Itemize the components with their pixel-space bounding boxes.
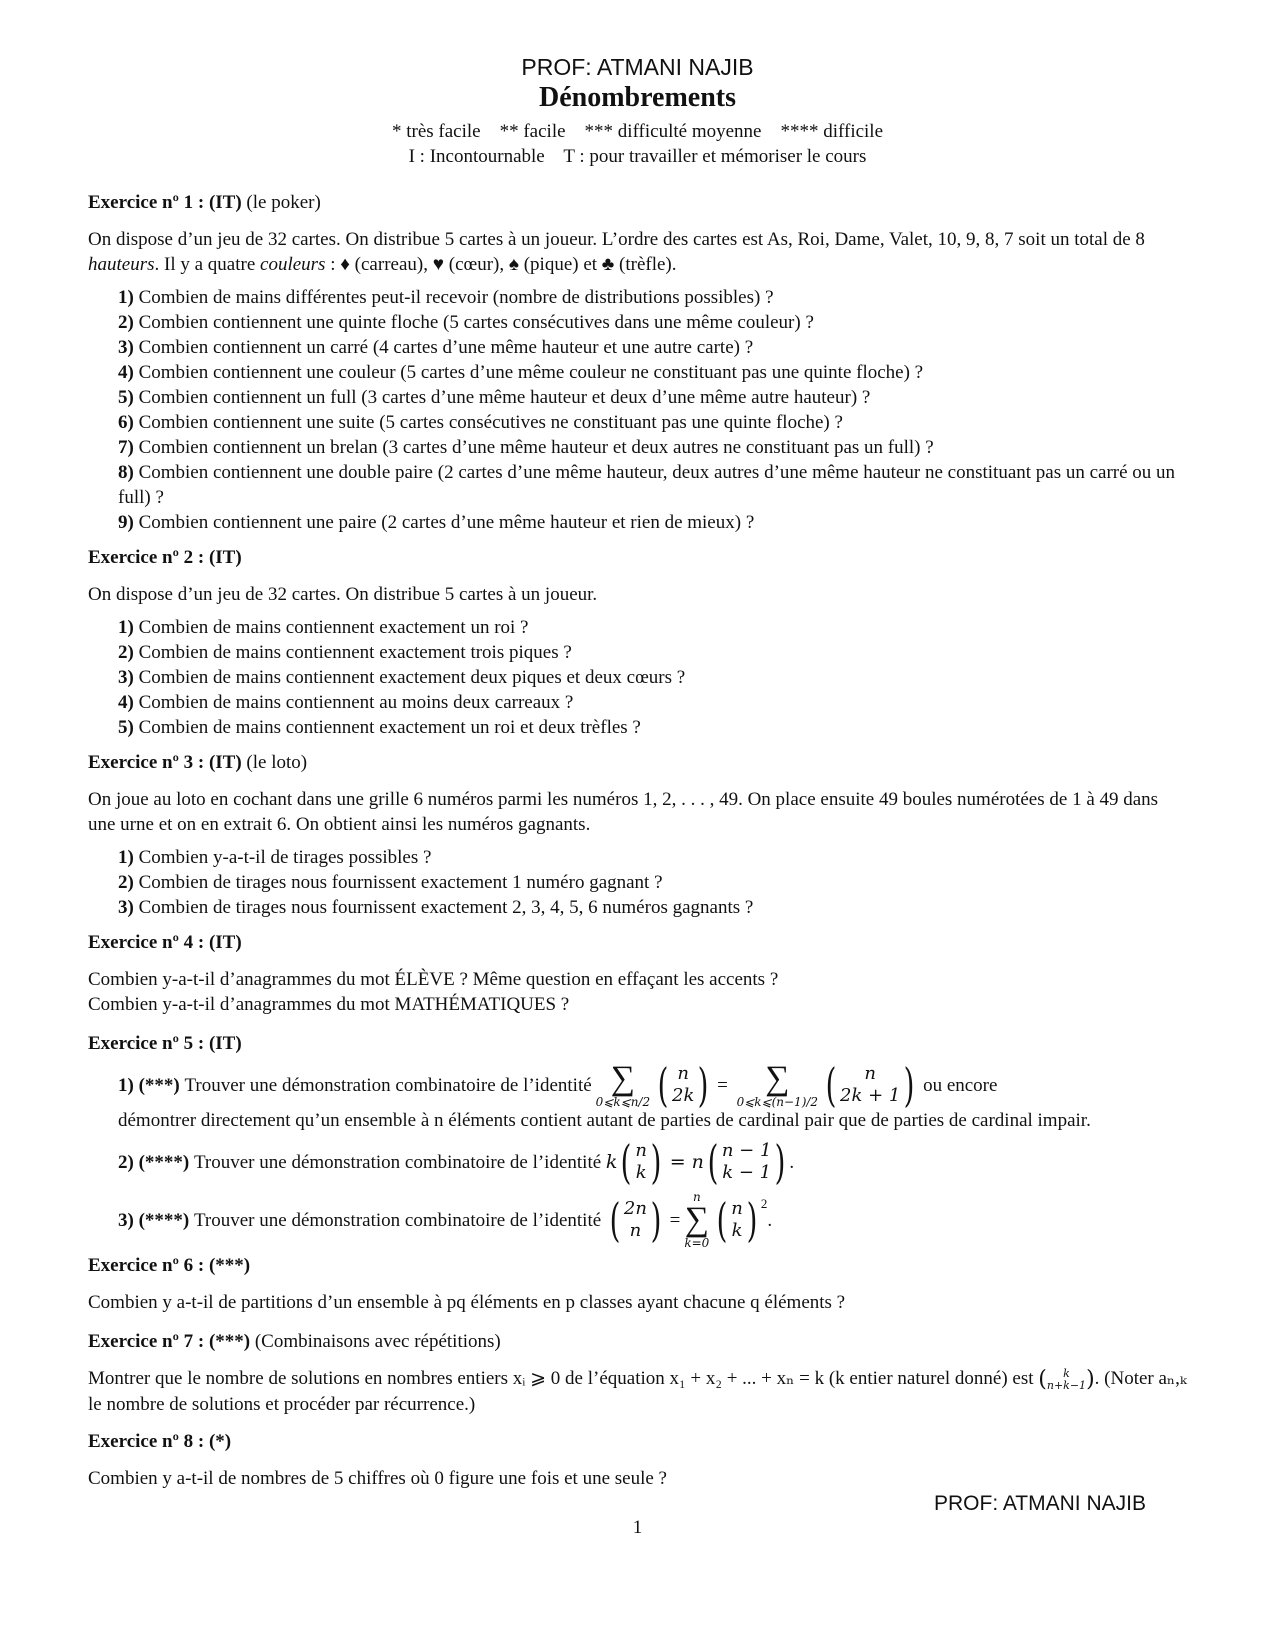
- question-item: [118, 410, 1188, 435]
- question-text: Combien de tirages nous fournissent exactement 2, 3, 4, 5, 6 numéros gagnants ?: [138, 897, 754, 918]
- question-text: Combien de tirages nous fournissent exactement 1 numéro gagnant ?: [138, 872, 663, 893]
- binomial-bottom: k: [635, 1162, 647, 1183]
- question-number: 3): [118, 897, 134, 918]
- intro-couleurs: couleurs: [260, 254, 326, 275]
- exercise-5: [88, 1031, 1188, 1249]
- period: .: [767, 1209, 773, 1231]
- binomial: ( n 2k + 1 ): [825, 1058, 915, 1112]
- binomial-bottom: 2k + 1: [840, 1085, 901, 1106]
- exercise-2-intro: On dispose d’un jeu de 32 cartes. On distribue 5 cartes à un joueur.: [88, 584, 598, 605]
- binomial-bottom: k − 1: [722, 1162, 772, 1183]
- question-text: Trouver une démonstration combinatoire de l’identité: [193, 1151, 602, 1173]
- exercise-4: [88, 930, 1188, 1017]
- binomial: ( 2n n ): [609, 1193, 662, 1247]
- exponent: 2: [760, 1196, 768, 1211]
- question-number: 1): [118, 287, 134, 308]
- exercise-1-heading: [88, 190, 1188, 215]
- question-item: [118, 640, 1188, 665]
- question-text: Combien de mains contiennent exactement deux piques et deux cœurs ?: [138, 667, 686, 688]
- question-text: Combien contiennent un full (3 cartes d’une même hauteur et deux d’une même autre hauteur) ?: [138, 387, 871, 408]
- question-text: Combien contiennent une quinte floche (5 cartes consécutives dans une même couleur) ?: [138, 312, 814, 333]
- question-item: [118, 510, 1188, 535]
- binomial-top: n − 1: [721, 1140, 772, 1161]
- exercise-6-title: Exercice nº 6 : (***): [88, 1255, 251, 1276]
- exercise-2-title: Exercice nº 2 : (IT): [88, 547, 242, 568]
- question-item: [118, 1058, 1188, 1112]
- question-number: 1): [118, 1074, 134, 1096]
- exercise-4-line-2: Combien y-a-t-il d’anagrammes du mot MATHÉMATIQUES ?: [88, 994, 570, 1015]
- binomial-bottom: 2k: [672, 1085, 695, 1106]
- question-item: [118, 845, 1188, 870]
- binomial-top: n: [635, 1140, 647, 1161]
- math-variable: k: [605, 1150, 618, 1173]
- question-text: Combien de mains contiennent exactement trois piques ?: [138, 642, 572, 663]
- question-text: Combien de mains contiennent exactement un roi et deux trèfles ?: [138, 717, 641, 738]
- difficulty-level: (****): [138, 1209, 190, 1231]
- sum-lower-bound: 0⩽k⩽(n−1)/2: [736, 1095, 819, 1109]
- question-item: [118, 310, 1188, 335]
- equals-sign: =: [717, 1074, 728, 1096]
- question-number: 7): [118, 437, 134, 458]
- question-item: [118, 715, 1188, 740]
- author-header: PROF: ATMANI NAJIB: [521, 54, 754, 80]
- difficulty-legend: * très facile ** facile *** difficulté moyenne **** difficile: [391, 121, 884, 142]
- exercise-8: [88, 1429, 1188, 1491]
- binomial-top: n: [864, 1063, 876, 1084]
- binomial: ( n k ): [716, 1193, 758, 1247]
- question-text: Combien contiennent un carré (4 cartes d’une même hauteur et une autre carte) ?: [138, 337, 754, 358]
- equals-sign: =: [669, 1209, 681, 1231]
- question-text: Combien de mains différentes peut-il recevoir (nombre de distributions possibles) ?: [138, 287, 774, 308]
- question-number: 8): [118, 462, 134, 483]
- exercise-3-title: Exercice nº 3 : (IT): [88, 752, 242, 773]
- question-item: [118, 690, 1188, 715]
- exercise-1-title: Exercice nº 1 : (IT): [88, 192, 242, 213]
- question-item: [118, 615, 1188, 640]
- exercise-4-text: [88, 967, 1188, 1017]
- question-number: 9): [118, 512, 134, 533]
- question-number: 2): [118, 312, 134, 333]
- question-number: 2): [118, 642, 134, 663]
- exercise-3-heading: [88, 750, 1188, 775]
- binomial-top: n: [731, 1198, 743, 1219]
- binomial-top: n: [677, 1063, 690, 1084]
- question-text: Combien y-a-t-il de tirages possibles ?: [138, 847, 432, 868]
- exercise-3-intro: On joue au loto en cochant dans une grille 6 numéros parmi les numéros 1, 2, . . . , 49. On place ensuite 49 boules numérotées de 1 à 49 dans une urne et on en extrait 6. On obtient ainsi les numéros gagnants.: [88, 789, 1159, 835]
- question-number: 2): [118, 1151, 134, 1173]
- exercise-3-questions: [118, 845, 1188, 920]
- question-continuation: démontrer directement qu’un ensemble à n éléments contient autant de parties de cardinal pair que de parties de cardinal impair.: [118, 1110, 1091, 1131]
- question-item: [118, 360, 1188, 385]
- question-item: [118, 665, 1188, 690]
- question-text: Combien de mains contiennent au moins deux carreaux ?: [138, 692, 574, 713]
- exercise-3: [88, 750, 1188, 920]
- question-text: Combien contiennent un brelan (3 cartes d’une même hauteur et deux autres ne constituant pas un full) ?: [138, 437, 934, 458]
- binomial-bottom: n+k−1: [1046, 1378, 1087, 1392]
- exercise-1-questions: [118, 285, 1188, 535]
- exercise-8-title: Exercice nº 8 : (*): [88, 1431, 232, 1453]
- sum-lower-bound: k=0: [684, 1236, 710, 1250]
- sum-upper-bound: n: [692, 1190, 701, 1204]
- question-item: [118, 895, 1188, 920]
- exercise-1-subtitle: (le poker): [246, 192, 321, 213]
- binomial-bottom: k: [731, 1220, 743, 1241]
- exercise-2-questions: [118, 615, 1188, 740]
- exercise-7: [88, 1329, 1188, 1417]
- question-number: 2): [118, 872, 134, 893]
- question-number: 4): [118, 362, 134, 383]
- binomial: ( n − 1 k − 1 ): [707, 1135, 786, 1189]
- question-text: Combien de mains contiennent exactement un roi ?: [138, 617, 529, 638]
- question-number: 4): [118, 692, 134, 713]
- question-item: [118, 385, 1188, 410]
- intro-hauteurs: hauteurs: [88, 254, 155, 275]
- binomial-top: k: [1063, 1366, 1070, 1380]
- intro-text-a: On dispose d’un jeu de 32 cartes. On distribue 5 cartes à un joueur. L’ordre des cartes est As, Roi, Dame, Valet, 10, 9, 8, 7 soit un total de 8: [88, 229, 1145, 250]
- intro-text-b: . Il y a quatre: [154, 254, 261, 275]
- question-text: Combien contiennent une suite (5 cartes consécutives ne constituant pas une quinte floche) ?: [138, 412, 843, 433]
- question-item: [118, 285, 1188, 310]
- binomial-bottom: n: [629, 1220, 642, 1241]
- text-part-a: Montrer que le nombre de solutions en nombres entiers xᵢ ⩾ 0 de l’équation x₁ + x₂ + ... + xₙ = k (k entier naturel donné) est: [88, 1368, 1039, 1389]
- question-item: [118, 1191, 1188, 1249]
- difficulty-level: (***): [138, 1074, 180, 1096]
- exercise-4-line-1: Combien y-a-t-il d’anagrammes du mot ÉLÈVE ? Même question en effaçant les accents ?: [88, 969, 779, 990]
- question-number: 3): [118, 1209, 134, 1231]
- exercise-7-text: [88, 1366, 1188, 1417]
- question-text: Trouver une démonstration combinatoire de l’identité: [193, 1209, 602, 1231]
- author-footer: PROF: ATMANI NAJIB: [934, 1492, 1146, 1515]
- sum-symbol: ∑ 0⩽k⩽n/2: [595, 1060, 651, 1109]
- question-number: 6): [118, 412, 134, 433]
- page-title: Dénombrements: [538, 82, 736, 113]
- question-text: Combien contiennent une double paire (2 cartes d’une même hauteur, deux autres d’une même hauteur ne constituant pas un carré ou un full) ?: [118, 462, 1176, 508]
- exercise-1: [88, 190, 1188, 535]
- question-text: Combien contiennent une couleur (5 cartes d’une même couleur ne constituant pas une quinte floche) ?: [138, 362, 924, 383]
- exercise-list: [88, 190, 1188, 1499]
- question-item: [118, 1135, 1188, 1189]
- question-text: Combien contiennent une paire (2 cartes d’une même hauteur et rien de mieux) ?: [138, 512, 755, 533]
- exercise-7-title: Exercice nº 7 : (***): [88, 1331, 251, 1352]
- difficulty-level: (****): [138, 1151, 190, 1173]
- exercise-3-subtitle: (le loto): [246, 752, 308, 773]
- sum-lower-bound: 0⩽k⩽n/2: [595, 1095, 651, 1109]
- exercise-2: [88, 545, 1188, 740]
- binomial: ( n 2k ): [657, 1058, 709, 1112]
- question-item: [118, 870, 1188, 895]
- exercise-4-title: Exercice nº 4 : (IT): [88, 932, 242, 953]
- question-number: 1): [118, 847, 134, 868]
- question-number: 3): [118, 667, 134, 688]
- exercise-6-text: Combien y a-t-il de partitions d’un ensemble à pq éléments en p classes ayant chacune q éléments ?: [88, 1292, 846, 1313]
- question-tail: ou encore: [923, 1074, 998, 1096]
- exercise-5-title: Exercice nº 5 : (IT): [88, 1033, 242, 1054]
- intro-text-c: : ♦ (carreau), ♥ (cœur), ♠ (pique) et ♣ (trèfle).: [325, 254, 677, 275]
- text-part-b: . (Noter aₙ,ₖ le nombre de solutions et procéder par récurrence.): [88, 1368, 1187, 1416]
- category-legend: I : Incontournable T : pour travailler et mémoriser le cours: [408, 146, 867, 167]
- exercise-7-subtitle: (Combinaisons avec répétitions): [254, 1331, 501, 1352]
- page-number: 1: [632, 1517, 643, 1538]
- binomial: ( k n+k−1 ): [1038, 1366, 1095, 1393]
- period: .: [789, 1151, 795, 1173]
- question-number: 3): [118, 337, 134, 358]
- question-number: 1): [118, 617, 134, 638]
- equals-sign: = n: [669, 1150, 704, 1173]
- sum-symbol: n ∑ k=0: [684, 1190, 710, 1250]
- exercise-6: [88, 1253, 1188, 1315]
- question-item: [118, 335, 1188, 360]
- exercise-8-text: Combien y a-t-il de nombres de 5 chiffres où 0 figure une fois et une seule ?: [88, 1468, 667, 1490]
- exercise-1-intro: [88, 227, 1188, 277]
- question-number: 5): [118, 387, 134, 408]
- question-item: [118, 460, 1188, 510]
- question-number: 5): [118, 717, 134, 738]
- binomial-top: 2n: [623, 1198, 647, 1219]
- question-item: [118, 435, 1188, 460]
- exercise-7-heading: [88, 1329, 1188, 1354]
- binomial: ( n k ): [621, 1135, 662, 1189]
- exercise-5-questions: [118, 1058, 1188, 1250]
- question-text: Trouver une démonstration combinatoire de l’identité: [184, 1074, 592, 1096]
- sum-symbol: ∑ 0⩽k⩽(n−1)/2: [736, 1060, 819, 1109]
